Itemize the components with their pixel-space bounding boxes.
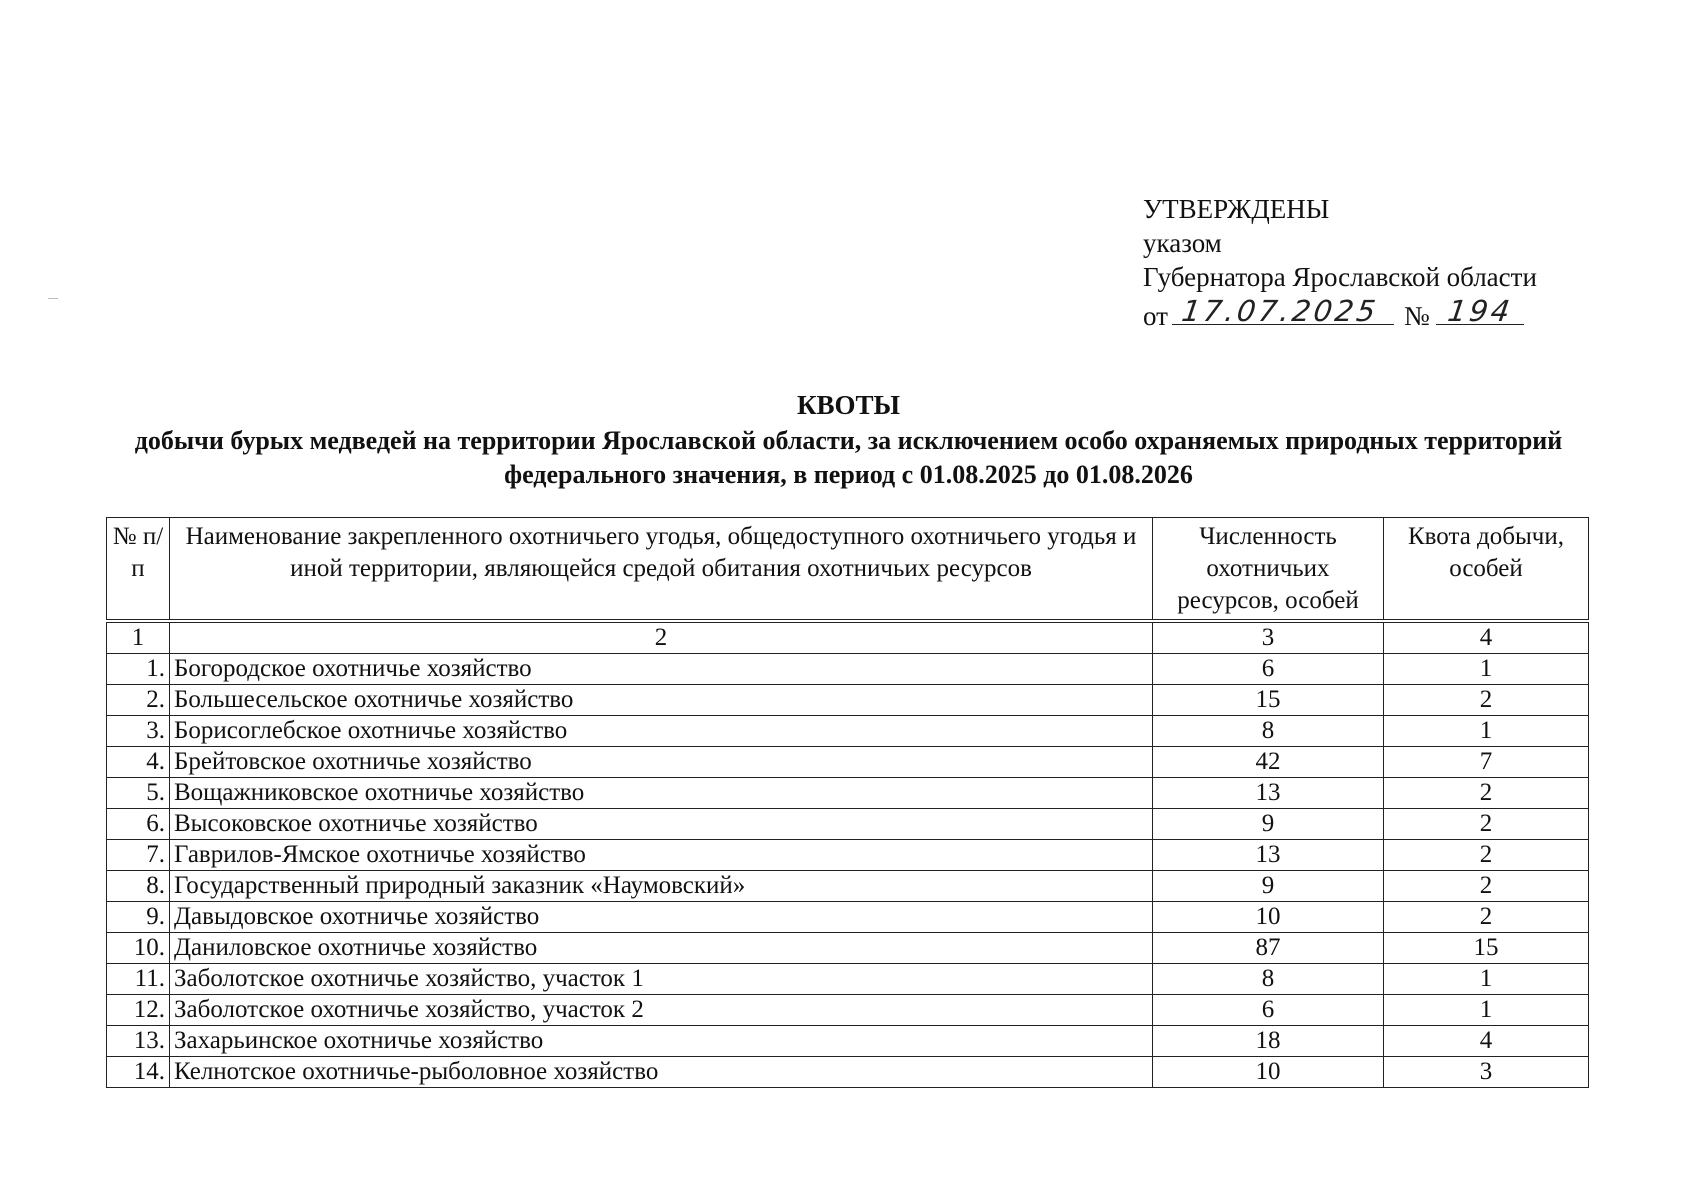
table-row (107, 1057, 1589, 1088)
table-row (107, 871, 1589, 902)
quota-cell: 7 (1384, 747, 1589, 778)
table-header-row (107, 518, 1589, 620)
quota-cell: 15 (1384, 933, 1589, 964)
row-number-cell: 3. (107, 716, 170, 747)
population-count-cell: 8 (1153, 964, 1384, 995)
hunting-ground-name-cell: Борисоглебское охотничье хозяйство (170, 716, 1153, 747)
row-number-cell: 8. (107, 871, 170, 902)
population-count-cell: 6 (1153, 654, 1384, 685)
row-number-cell: 9. (107, 902, 170, 933)
table-row (107, 902, 1589, 933)
table-row (107, 685, 1589, 716)
approval-heading: УТВЕРЖДЕНЫ (1143, 194, 1330, 224)
number-label: № (1403, 301, 1430, 331)
population-count-cell: 6 (1153, 995, 1384, 1026)
header-quota: Квота добычи, особей (1384, 518, 1589, 620)
quota-cell: 2 (1384, 809, 1589, 840)
population-count-cell: 9 (1153, 871, 1384, 902)
quota-cell: 2 (1384, 778, 1589, 809)
from-label: от (1143, 301, 1168, 331)
hunting-ground-name-cell: Брейтовское охотничье хозяйство (170, 747, 1153, 778)
quota-cell: 2 (1384, 902, 1589, 933)
table-body (107, 620, 1589, 1088)
row-number-cell: 14. (107, 1057, 170, 1088)
row-number-cell: 2. (107, 685, 170, 716)
header-name: Наименование закрепленного охотничьего угодья, общедоступного охотничьего угодья и иной территории, являющейся средой обитания охотничьих ресурсов (170, 518, 1153, 620)
row-number-cell: 11. (107, 964, 170, 995)
hunting-ground-name-cell: Государственный природный заказник «Наумовский» (170, 871, 1153, 902)
document-title: КВОТЫ (796, 390, 901, 420)
row-number-cell: 7. (107, 840, 170, 871)
table-row (107, 778, 1589, 809)
population-count-cell: 15 (1153, 685, 1384, 716)
header-count: Численность охотничьих ресурсов, особей (1153, 518, 1384, 620)
table-row (107, 716, 1589, 747)
hunting-ground-name-cell: Келнотское охотничье-рыболовное хозяйство (170, 1057, 1153, 1088)
quota-cell: 2 (1384, 840, 1589, 871)
table-row (107, 995, 1589, 1026)
quota-cell: 2 (1384, 685, 1589, 716)
population-count-cell: 10 (1153, 1057, 1384, 1088)
row-number-cell: 5. (107, 778, 170, 809)
quota-cell: 1 (1384, 716, 1589, 747)
hunting-ground-name-cell: Вощажниковское охотничье хозяйство (170, 778, 1153, 809)
hunting-ground-name-cell: Высоковское охотничье хозяйство (170, 809, 1153, 840)
row-number-cell: 12. (107, 995, 170, 1026)
index-cell: 4 (1384, 623, 1589, 654)
handwritten-date: 17.07.2025 (1179, 294, 1381, 328)
handwritten-number: 194 (1445, 294, 1515, 328)
header-no: № п/п (107, 518, 170, 620)
hunting-ground-name-cell: Большесельское охотничье хозяйство (170, 685, 1153, 716)
quota-cell: 2 (1384, 871, 1589, 902)
population-count-cell: 13 (1153, 840, 1384, 871)
margin-mark (48, 298, 58, 299)
approval-date-number-line (1143, 294, 1537, 333)
hunting-ground-name-cell: Даниловское охотничье хозяйство (170, 933, 1153, 964)
index-cell: 3 (1153, 623, 1384, 654)
number-signature-line (1436, 294, 1524, 328)
hunting-ground-name-cell: Заболотское охотничье хозяйство, участок 2 (170, 995, 1153, 1026)
hunting-ground-name-cell: Давыдовское охотничье хозяйство (170, 902, 1153, 933)
approval-by-decree: указом (1143, 228, 1222, 258)
quota-table (106, 517, 1589, 1088)
index-cell: 1 (107, 623, 170, 654)
quota-cell: 1 (1384, 964, 1589, 995)
population-count-cell: 42 (1153, 747, 1384, 778)
table-row (107, 840, 1589, 871)
hunting-ground-name-cell: Богородское охотничье хозяйство (170, 654, 1153, 685)
population-count-cell: 18 (1153, 1026, 1384, 1057)
population-count-cell: 8 (1153, 716, 1384, 747)
table-row (107, 933, 1589, 964)
hunting-ground-name-cell: Заболотское охотничье хозяйство, участок 1 (170, 964, 1153, 995)
approval-authority: Губернатора Ярославской области (1143, 262, 1537, 292)
row-number-cell: 10. (107, 933, 170, 964)
population-count-cell: 87 (1153, 933, 1384, 964)
row-number-cell: 13. (107, 1026, 170, 1057)
row-number-cell: 6. (107, 809, 170, 840)
population-count-cell: 10 (1153, 902, 1384, 933)
table-row (107, 964, 1589, 995)
quota-cell: 1 (1384, 995, 1589, 1026)
table-row (107, 747, 1589, 778)
date-signature-line (1172, 294, 1394, 328)
quota-cell: 1 (1384, 654, 1589, 685)
table-row (107, 1026, 1589, 1057)
column-index-row (107, 623, 1589, 654)
hunting-ground-name-cell: Захарьинское охотничье хозяйство (170, 1026, 1153, 1057)
table-row (107, 654, 1589, 685)
document-subtitle: добычи бурых медведей на территории Ярославской области, за исключением особо охраняемых природных территорий федерального значения, в период с 01.08.2025 до 01.08.2026 (134, 426, 1563, 489)
approval-stamp-block (1143, 192, 1537, 333)
row-number-cell: 4. (107, 747, 170, 778)
quota-cell: 3 (1384, 1057, 1589, 1088)
table-row (107, 809, 1589, 840)
hunting-ground-name-cell: Гаврилов-Ямское охотничье хозяйство (170, 840, 1153, 871)
document-title-block (0, 388, 1697, 492)
quota-cell: 4 (1384, 1026, 1589, 1057)
index-cell: 2 (170, 623, 1153, 654)
population-count-cell: 9 (1153, 809, 1384, 840)
row-number-cell: 1. (107, 654, 170, 685)
population-count-cell: 13 (1153, 778, 1384, 809)
